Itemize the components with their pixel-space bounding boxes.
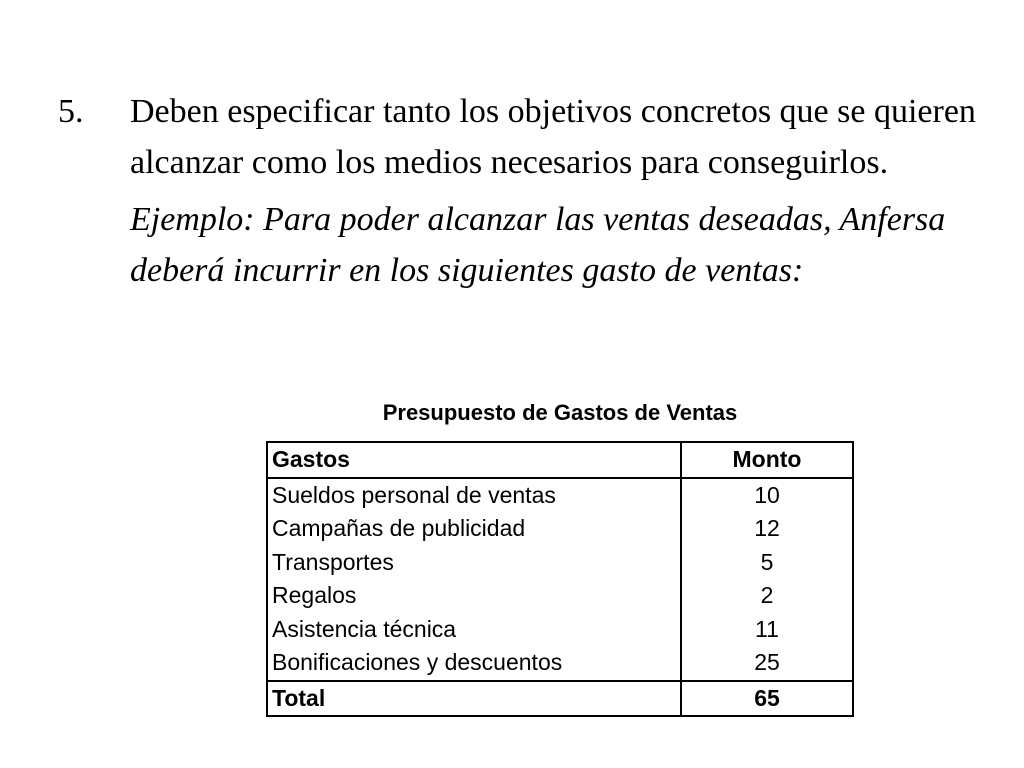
table-title: Presupuesto de Gastos de Ventas [382, 400, 738, 425]
table-row [267, 512, 853, 546]
total-label: Total [267, 681, 681, 717]
point-text: Deben especificar tanto los objetivos concretos que se quieren alcanzar como los medios necesarios para conseguirlos. [130, 93, 976, 181]
row-concept: Regalos [267, 579, 681, 613]
row-amount: 25 [754, 649, 780, 675]
table-row [267, 478, 853, 513]
total-row [267, 681, 853, 717]
table-row [267, 546, 853, 580]
header-concept: Gastos [267, 442, 681, 478]
total-amount: 65 [681, 681, 853, 717]
table-row [267, 646, 853, 681]
row-concept: Sueldos personal de ventas [267, 478, 681, 513]
header-amount: Monto [681, 442, 853, 478]
row-amount: 5 [760, 548, 774, 575]
point-number: 5. [58, 93, 84, 130]
budget-table [266, 441, 854, 717]
table-header-row [267, 442, 853, 478]
row-concept: Asistencia técnica [267, 613, 681, 647]
row-concept: Transportes [267, 546, 681, 580]
row-amount: 11 [755, 615, 779, 642]
numbered-point [58, 86, 998, 188]
row-concept: Campañas de publicidad [267, 512, 681, 546]
slide-text-block [58, 86, 998, 296]
row-amount: 2 [760, 582, 774, 608]
example-text: Ejemplo: Para poder alcanzar las ventas deseadas, Anfersa deberá incurrir en los siguientes gasto de ventas: [130, 201, 946, 289]
row-concept: Bonificaciones y descuentos [267, 646, 681, 681]
table-row [267, 613, 853, 647]
row-amount: 12 [754, 515, 780, 541]
table-row [267, 579, 853, 613]
row-amount: 10 [754, 481, 780, 508]
